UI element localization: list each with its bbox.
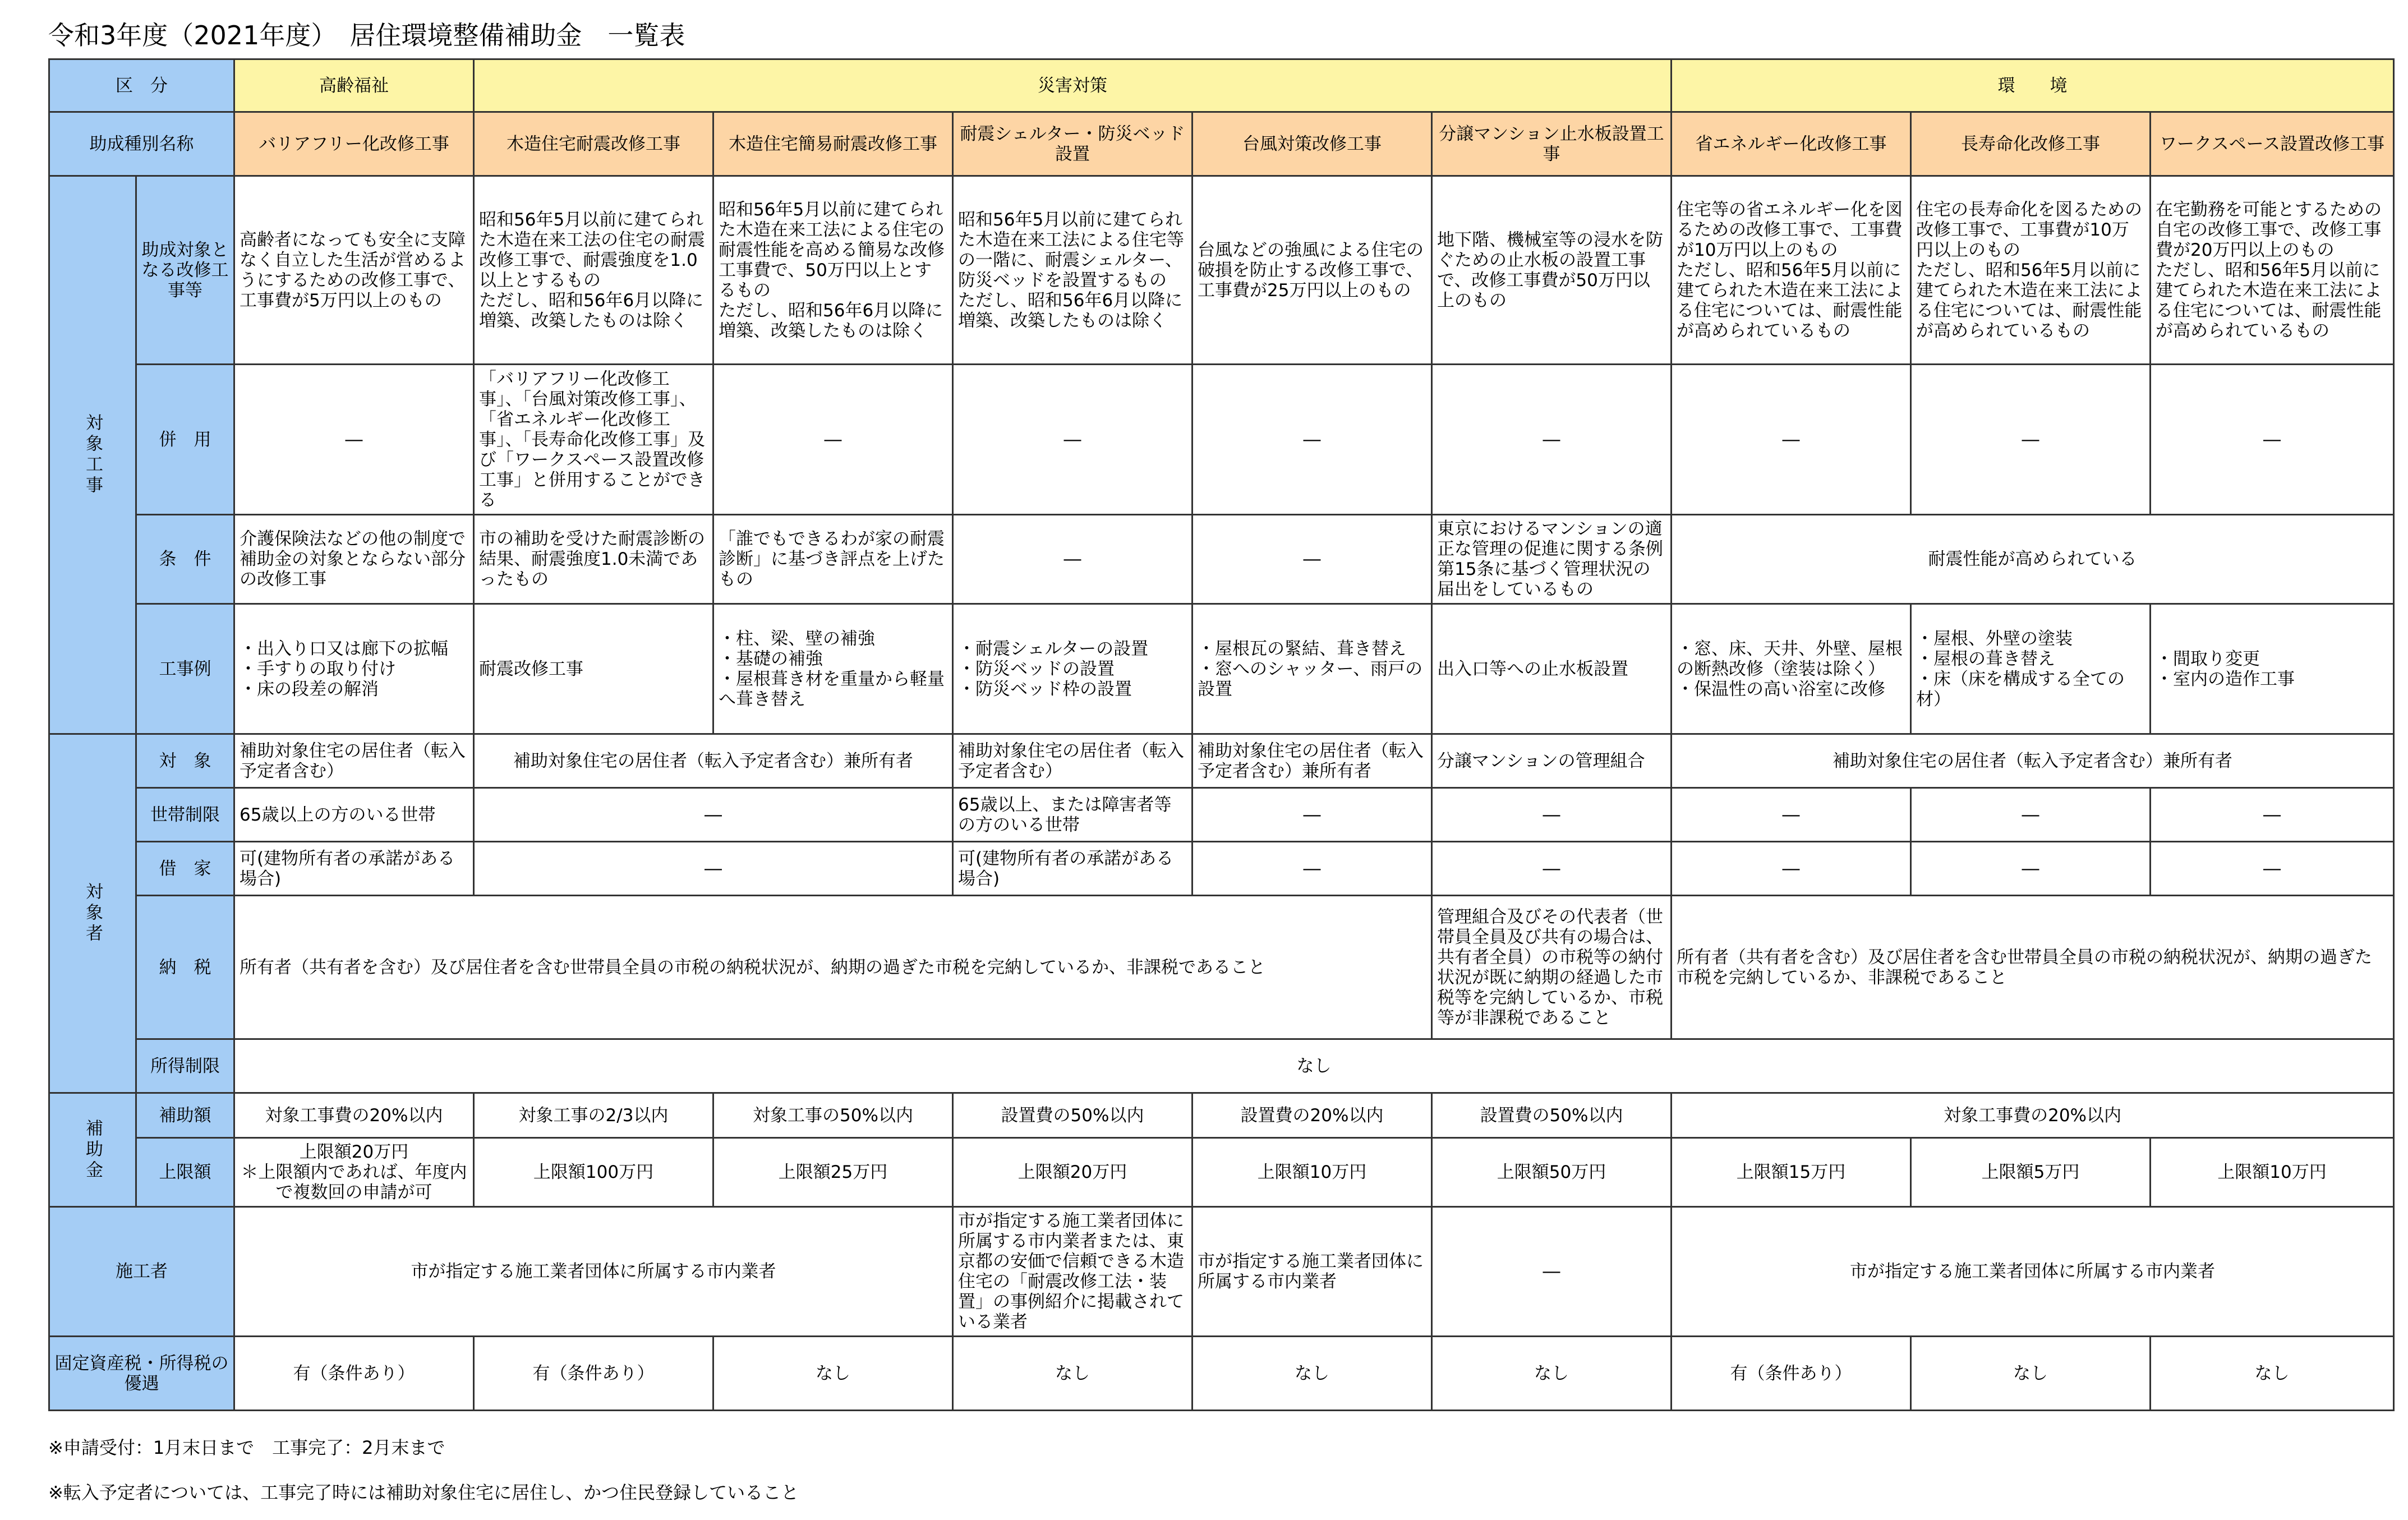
income-cell: なし xyxy=(234,1039,2394,1093)
subsidy-limit-cell: 上限額25万円 xyxy=(713,1138,953,1207)
tax-row xyxy=(49,896,2394,1039)
target-person-row xyxy=(49,734,2394,788)
conditions-cell: 介護保険法などの他の制度で補助金の対象とならない部分の改修工事 xyxy=(234,515,474,604)
tax-benefit-row xyxy=(49,1337,2394,1411)
subsidy-amount-label: 補助額 xyxy=(136,1093,234,1138)
household-row xyxy=(49,788,2394,842)
household-cell: 65歳以上の方のいる世帯 xyxy=(234,788,474,842)
example-cell: ・間取り変更 ・室内の造作工事 xyxy=(2151,604,2394,734)
household-label: 世帯制限 xyxy=(136,788,234,842)
subsidy-amount-cell: 設置費の50%以内 xyxy=(953,1093,1193,1138)
contractor-cell: 市が指定する施工業者団体に所属する市内業者または、東京都の安価で信頼できる木造住宅の「耐震改修工法・装置」の事例紹介に掲載されている業者 xyxy=(953,1207,1193,1337)
combined-cell: ― xyxy=(1193,365,1432,515)
household-cell: ― xyxy=(2151,788,2394,842)
contractor-cell: 市が指定する施工業者団体に所属する市内業者 xyxy=(234,1207,953,1337)
subsidy-amount-row xyxy=(49,1093,2394,1138)
eligible-works-label: 助成対象となる改修工事等 xyxy=(136,176,234,365)
tax-benefit-label: 固定資産税・所得税の優遇 xyxy=(49,1337,234,1411)
eligible-cell: 高齢者になっても安全に支障なく自立した生活が営めるようにするための改修工事で、工事費が5万円以上のもの xyxy=(234,176,474,365)
subsidy-limit-cell: 上限額20万円 ＊上限額内であれば、年度内で複数回の申請が可 xyxy=(234,1138,474,1207)
rental-cell: 可(建物所有者の承諾がある場合) xyxy=(234,842,474,896)
subsidy-limit-cell: 上限額5万円 xyxy=(1911,1138,2151,1207)
subsidy-amount-cell: 設置費の50%以内 xyxy=(1432,1093,1672,1138)
category-disaster: 災害対策 xyxy=(474,59,1672,112)
category-row xyxy=(49,59,2394,112)
conditions-cell: 東京におけるマンションの適正な管理の促進に関する条例第15条に基づく管理状況の届出をしているもの xyxy=(1432,515,1672,604)
household-cell: ― xyxy=(1672,788,1911,842)
eligible-works-row xyxy=(49,176,2394,365)
combined-use-label: 併 用 xyxy=(136,365,234,515)
conditions-cell: ― xyxy=(1193,515,1432,604)
target-person-group-label: 対象者 xyxy=(49,734,136,1093)
grant-name: 省エネルギー化改修工事 xyxy=(1672,112,1911,176)
tax-cell: 管理組合及びその代表者（世帯員全員及び共有の場合は、共有者全員）の市税等の納付状況が既に納期の経過した市税等を完納しているか、市税等が非課税であること xyxy=(1432,896,1672,1039)
tax-benefit-cell: なし xyxy=(953,1337,1193,1411)
subsidy-limit-cell: 上限額50万円 xyxy=(1432,1138,1672,1207)
combined-cell: ― xyxy=(1911,365,2151,515)
subsidy-limit-cell: 上限額10万円 xyxy=(1193,1138,1432,1207)
tax-cell: 所有者（共有者を含む）及び居住者を含む世帯員全員の市税の納税状況が、納期の過ぎた市税を完納しているか、非課税であること xyxy=(234,896,1432,1039)
conditions-cell: 耐震性能が高められている xyxy=(1672,515,2394,604)
rental-cell: ― xyxy=(1672,842,1911,896)
eligible-cell: 台風などの強風による住宅の破損を防止する改修工事で、工事費が25万円以上のもの xyxy=(1193,176,1432,365)
household-cell: ― xyxy=(474,788,953,842)
subsidy-limit-label: 上限額 xyxy=(136,1138,234,1207)
tax-benefit-cell: 有（条件あり） xyxy=(234,1337,474,1411)
contractor-cell: 市が指定する施工業者団体に所属する市内業者 xyxy=(1672,1207,2394,1337)
household-cell: 65歳以上、または障害者等の方のいる世帯 xyxy=(953,788,1193,842)
subsidy-table xyxy=(48,58,2395,1411)
tax-benefit-cell: なし xyxy=(1193,1337,1432,1411)
tax-benefit-cell: 有（条件あり） xyxy=(1672,1337,1911,1411)
example-cell: ・屋根瓦の緊結、葺き替え ・窓へのシャッター、雨戸の設置 xyxy=(1193,604,1432,734)
example-cell: ・屋根、外壁の塗装 ・屋根の葺き替え ・床（床を構成する全ての材） xyxy=(1911,604,2151,734)
target-work-group-label: 対象工事 xyxy=(49,176,136,734)
eligible-cell: 地下階、機械室等の浸水を防ぐための止水板の設置工事で、改修工事費が50万円以上のもの xyxy=(1432,176,1672,365)
rental-cell: ― xyxy=(1911,842,2151,896)
contractor-row xyxy=(49,1207,2394,1337)
combined-cell: ― xyxy=(1672,365,1911,515)
income-label: 所得制限 xyxy=(136,1039,234,1093)
eligible-cell: 住宅の長寿命化を図るための改修工事で、工事費が10万円以上のもの ただし、昭和56年5月以前に建てられた木造在来工法による住宅については、耐震性能が高められているもの xyxy=(1911,176,2151,365)
contractor-cell: ― xyxy=(1432,1207,1672,1337)
household-cell: ― xyxy=(1911,788,2151,842)
example-cell: ・窓、床、天井、外壁、屋根の断熱改修（塗装は除く） ・保温性の高い浴室に改修 xyxy=(1672,604,1911,734)
example-cell: ・柱、梁、壁の補強 ・基礎の補強 ・屋根葺き材を重量から軽量へ葺き替え xyxy=(713,604,953,734)
grant-name: 分譲マンション止水板設置工事 xyxy=(1432,112,1672,176)
category-environment: 環 境 xyxy=(1672,59,2394,112)
eligible-cell: 昭和56年5月以前に建てられた木造在来工法による住宅の耐震性能を高める簡易な改修工事費で、50万円以上とするもの ただし、昭和56年6月以降に増築、改築したものは除く xyxy=(713,176,953,365)
example-cell: ・耐震シェルターの設置 ・防災ベッドの設置 ・防災ベッド枠の設置 xyxy=(953,604,1193,734)
tax-benefit-cell: なし xyxy=(2151,1337,2394,1411)
footnote-application: ※申請受付：1月末日まで 工事完了：2月末まで xyxy=(48,1437,445,1458)
conditions-cell: 「誰でもできるわが家の耐震診断」に基づき評点を上げたもの xyxy=(713,515,953,604)
combined-cell: ― xyxy=(713,365,953,515)
category-elderly: 高齢福祉 xyxy=(234,59,474,112)
rental-label: 借 家 xyxy=(136,842,234,896)
combined-cell: ― xyxy=(234,365,474,515)
contractor-cell: 市が指定する施工業者団体に所属する市内業者 xyxy=(1193,1207,1432,1337)
kubun-header: 区 分 xyxy=(49,59,234,112)
grant-name: 耐震シェルター・防災ベッド設置 xyxy=(953,112,1193,176)
rental-cell: ― xyxy=(2151,842,2394,896)
footnote-resident: ※転入予定者については、工事完了時には補助対象住宅に居住し、かつ住民登録していること xyxy=(48,1482,799,1503)
rental-row xyxy=(49,842,2394,896)
combined-cell: ― xyxy=(953,365,1193,515)
example-cell: ・出入り口又は廊下の拡幅 ・手すりの取り付け ・床の段差の解消 xyxy=(234,604,474,734)
grant-name: 台風対策改修工事 xyxy=(1193,112,1432,176)
eligible-cell: 昭和56年5月以前に建てられた木造在来工法による住宅等の一階に、耐震シェルター、防災ベッドを設置するもの ただし、昭和56年6月以降に増築、改築したものは除く xyxy=(953,176,1193,365)
eligible-cell: 住宅等の省エネルギー化を図るための改修工事で、工事費が10万円以上のもの ただし、昭和56年5月以前に建てられた木造在来工法による住宅については、耐震性能が高められているもの xyxy=(1672,176,1911,365)
target-label: 対 象 xyxy=(136,734,234,788)
grant-type-label: 助成種別名称 xyxy=(49,112,234,176)
tax-benefit-cell: 有（条件あり） xyxy=(474,1337,713,1411)
combined-use-row xyxy=(49,365,2394,515)
example-cell: 耐震改修工事 xyxy=(474,604,713,734)
tax-benefit-cell: なし xyxy=(1911,1337,2151,1411)
conditions-cell: ― xyxy=(953,515,1193,604)
tax-cell: 所有者（共有者を含む）及び居住者を含む世帯員全員の市税の納税状況が、納期の過ぎた市税を完納しているか、非課税であること xyxy=(1672,896,2394,1039)
conditions-row xyxy=(49,515,2394,604)
target-cell: 補助対象住宅の居住者（転入予定者含む） xyxy=(234,734,474,788)
combined-cell: ― xyxy=(2151,365,2394,515)
subsidy-amount-cell: 対象工事費の20%以内 xyxy=(234,1093,474,1138)
target-cell: 補助対象住宅の居住者（転入予定者含む） xyxy=(953,734,1193,788)
rental-cell: ― xyxy=(1432,842,1672,896)
combined-cell: 「バリアフリー化改修工事」、「台風対策改修工事」、「省エネルギー化改修工事」、「長寿命化改修工事」及び「ワークスペース設置改修工事」と併用することができる xyxy=(474,365,713,515)
subsidy-amount-cell: 対象工事の50%以内 xyxy=(713,1093,953,1138)
contractor-label: 施工者 xyxy=(49,1207,234,1337)
subsidy-limit-cell: 上限額20万円 xyxy=(953,1138,1193,1207)
subsidy-limit-cell: 上限額10万円 xyxy=(2151,1138,2394,1207)
conditions-cell: 市の補助を受けた耐震診断の結果、耐震強度1.0未満であったもの xyxy=(474,515,713,604)
grant-name: バリアフリー化改修工事 xyxy=(234,112,474,176)
combined-cell: ― xyxy=(1432,365,1672,515)
subsidy-group-label: 補助金 xyxy=(49,1093,136,1207)
subsidy-amount-cell: 設置費の20%以内 xyxy=(1193,1093,1432,1138)
grant-name: 木造住宅耐震改修工事 xyxy=(474,112,713,176)
subsidy-amount-cell: 対象工事費の20%以内 xyxy=(1672,1093,2394,1138)
target-cell: 補助対象住宅の居住者（転入予定者含む）兼所有者 xyxy=(1672,734,2394,788)
tax-benefit-cell: なし xyxy=(713,1337,953,1411)
eligible-cell: 昭和56年5月以前に建てられた木造在来工法の住宅の耐震改修工事で、耐震強度を1.0以上とするもの ただし、昭和56年6月以降に増築、改築したものは除く xyxy=(474,176,713,365)
grant-name: 長寿命化改修工事 xyxy=(1911,112,2151,176)
grant-name-row xyxy=(49,112,2394,176)
rental-cell: ― xyxy=(1193,842,1432,896)
rental-cell: 可(建物所有者の承諾がある場合) xyxy=(953,842,1193,896)
subsidy-limit-cell: 上限額15万円 xyxy=(1672,1138,1911,1207)
example-cell: 出入口等への止水板設置 xyxy=(1432,604,1672,734)
subsidy-limit-cell: 上限額100万円 xyxy=(474,1138,713,1207)
page-title: 令和3年度（2021年度） 居住環境整備補助金 一覧表 xyxy=(48,20,685,50)
subsidy-amount-cell: 対象工事の2/3以内 xyxy=(474,1093,713,1138)
examples-row xyxy=(49,604,2394,734)
examples-label: 工事例 xyxy=(136,604,234,734)
tax-label: 納 税 xyxy=(136,896,234,1039)
target-cell: 分譲マンションの管理組合 xyxy=(1432,734,1672,788)
target-cell: 補助対象住宅の居住者（転入予定者含む）兼所有者 xyxy=(474,734,953,788)
grant-name: 木造住宅簡易耐震改修工事 xyxy=(713,112,953,176)
household-cell: ― xyxy=(1193,788,1432,842)
conditions-label: 条 件 xyxy=(136,515,234,604)
tax-benefit-cell: なし xyxy=(1432,1337,1672,1411)
subsidy-limit-row xyxy=(49,1138,2394,1207)
household-cell: ― xyxy=(1432,788,1672,842)
income-row xyxy=(49,1039,2394,1093)
eligible-cell: 在宅勤務を可能とするための自宅の改修工事で、改修工事費が20万円以上のもの ただし、昭和56年5月以前に建てられた木造在来工法による住宅については、耐震性能が高められているもの xyxy=(2151,176,2394,365)
grant-name: ワークスペース設置改修工事 xyxy=(2151,112,2394,176)
target-cell: 補助対象住宅の居住者（転入予定者含む）兼所有者 xyxy=(1193,734,1432,788)
rental-cell: ― xyxy=(474,842,953,896)
